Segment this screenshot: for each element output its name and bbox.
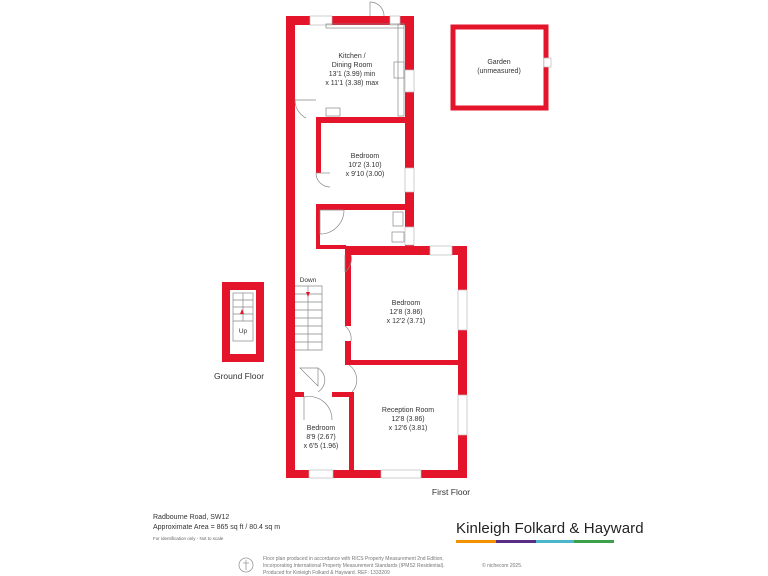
up-label: Up xyxy=(238,328,248,335)
reception-dim-1: 12'8 (3.86) xyxy=(391,416,425,423)
bedroom3-dim-1: 8'9 (2.67) xyxy=(306,434,336,441)
bedroom3-dim-2: x 6'5 (1.96) xyxy=(303,443,339,450)
down-arrow-icon xyxy=(306,292,310,297)
first-floor-label: First Floor xyxy=(431,487,471,497)
down-label: Down xyxy=(299,277,317,284)
legal-line-3: Produced for Kinleigh Folkard & Hayward. REF: 1333209 xyxy=(263,570,390,576)
kitchen-name: Kitchen / xyxy=(338,53,366,60)
brand-bar-green xyxy=(574,540,614,543)
kitchen-dim-1: 13'1 (3.99) min xyxy=(328,71,376,78)
bedroom3-name: Bedroom xyxy=(306,425,336,432)
bedroom1-dim-1: 10'2 (3.10) xyxy=(348,162,382,169)
kitchen-dim-2: x 11'1 (3.38) max xyxy=(325,80,379,87)
legal-line-1: Floor plan produced in accordance with RICS Property Measurement 2nd Edition, xyxy=(263,556,444,562)
rics-logo-icon xyxy=(239,558,253,572)
legal-line-2: Incorporating International Property Measurement Standards (IPMS2 Residential). xyxy=(263,563,445,569)
brand-bar-orange xyxy=(456,540,496,543)
bedroom2-name: Bedroom xyxy=(391,300,421,307)
address: Radbourne Road, SW12 xyxy=(153,514,230,521)
ground-floor-label: Ground Floor xyxy=(213,371,265,381)
brand-name: Kinleigh Folkard & Hayward xyxy=(456,520,644,537)
approximate-area: Approximate Area = 865 sq ft / 80.4 sq m xyxy=(153,524,281,531)
brand-bar-purple xyxy=(496,540,536,543)
garden-dim: (unmeasured) xyxy=(477,68,521,75)
bedroom2-dim-1: 12'8 (3.86) xyxy=(389,309,423,316)
garden-name: Garden xyxy=(487,59,511,66)
bedroom1-name: Bedroom xyxy=(350,153,380,160)
bedroom1-dim-2: x 9'10 (3.00) xyxy=(345,171,385,178)
disclaimer: For identification only - Not to scale xyxy=(153,536,224,541)
brand-bar-teal xyxy=(536,540,574,543)
reception-name: Reception Room xyxy=(381,407,435,414)
reception-dim-2: x 12'6 (3.81) xyxy=(388,425,428,432)
up-arrow-icon xyxy=(240,309,244,314)
bedroom2-dim-2: x 12'2 (3.71) xyxy=(386,318,426,325)
copyright: © nichecom 2025. xyxy=(482,563,523,569)
kitchen-name-2: Dining Room xyxy=(331,62,373,69)
